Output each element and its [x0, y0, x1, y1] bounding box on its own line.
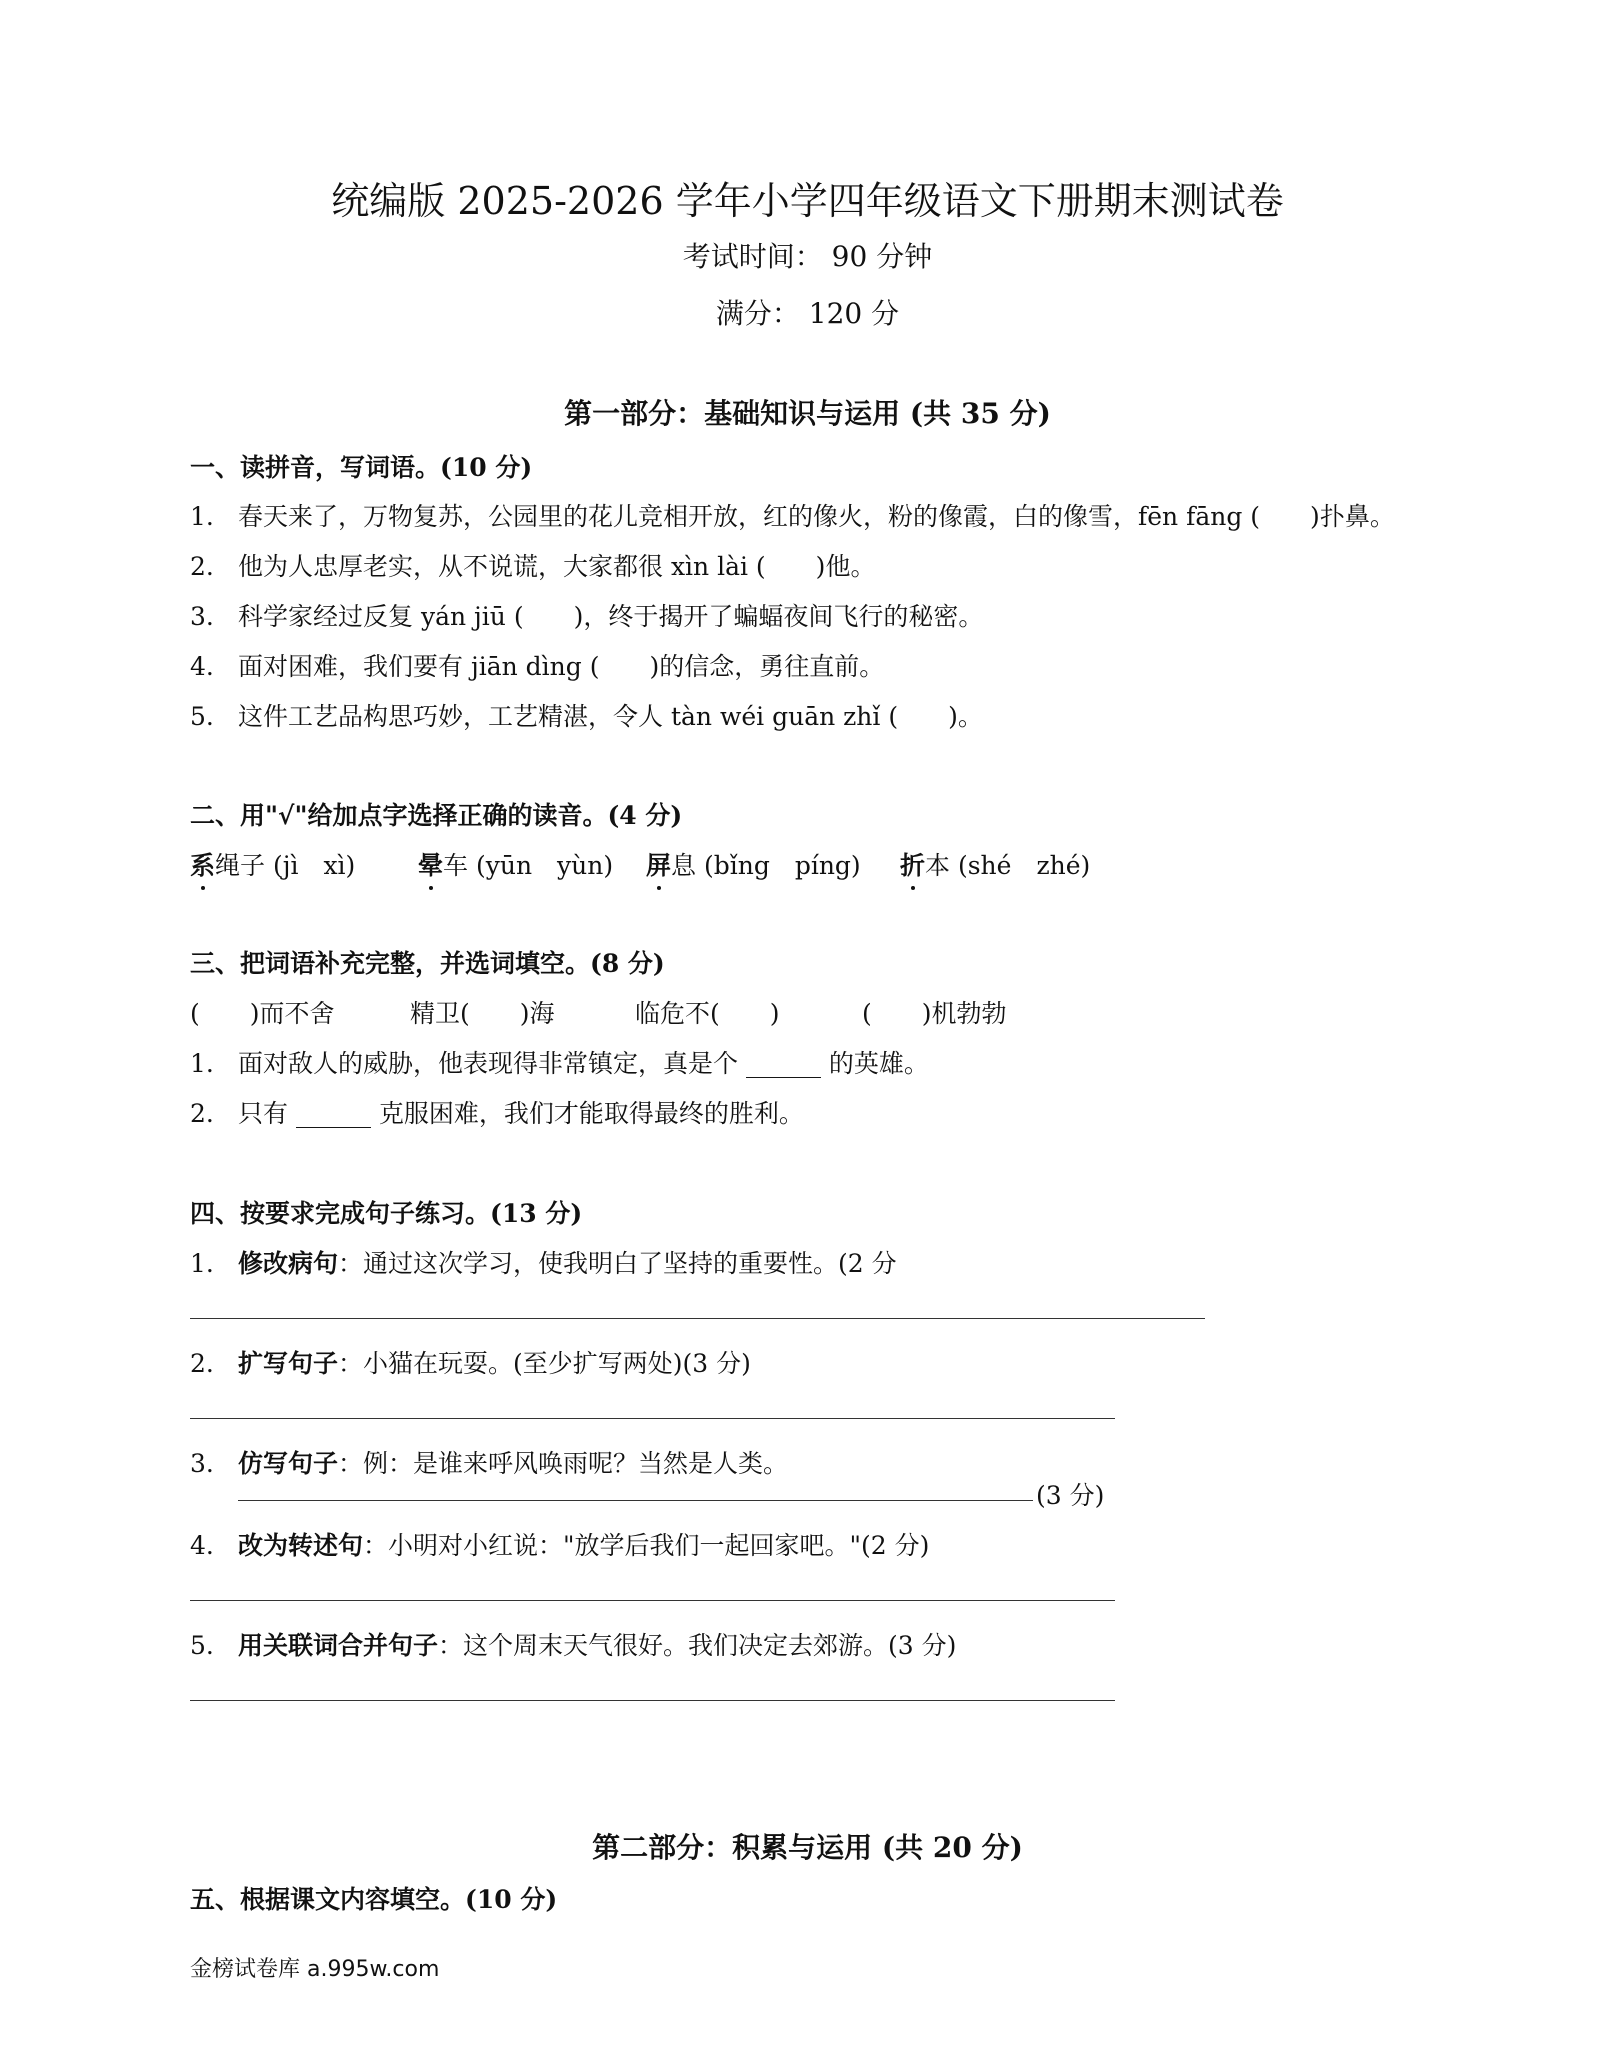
item-number: 1.: [190, 1049, 214, 1078]
item-text: 只有 ______ 克服困难，我们才能取得最终的胜利。: [238, 1099, 804, 1128]
item-text: 科学家经过反复 yán jiū ( )，终于揭开了蝙蝠夜间飞行的秘密。: [238, 602, 984, 631]
choice-text: 绳子 (jì xì): [215, 851, 356, 880]
pinyin-choice: [190, 846, 355, 882]
sec1-heading: 一、读拼音，写词语。(10 分): [190, 453, 533, 482]
item-text: ：小明对小红说："放学后我们一起回家吧。"(2 分): [363, 1531, 930, 1560]
item-label: 用关联词合并句子: [238, 1631, 439, 1660]
dotted-char: 折: [900, 846, 925, 882]
item-number: 5.: [190, 702, 214, 731]
item-text: 春天来了，万物复苏，公园里的花儿竞相开放，红的像火，粉的像霞，白的像雪，fēn fāng ( )扑鼻。: [238, 502, 1395, 531]
part2-title: 第二部分：积累与运用 (共 20 分): [592, 1831, 1023, 1864]
idiom-word: ( )机勃勃: [862, 999, 1007, 1028]
answer-line[interactable]: [190, 1700, 1115, 1701]
idiom-word: ( )而不舍: [190, 999, 335, 1028]
choice-text: 息 (bǐng píng): [671, 851, 861, 880]
score-note: (3 分): [1036, 1481, 1105, 1510]
pinyin-choice: [418, 846, 613, 882]
item-label: 扩写句子: [238, 1349, 339, 1378]
pinyin-choice: [900, 846, 1090, 882]
item-number: 3.: [190, 1449, 214, 1478]
footer-source: 金榜试卷库 a.995w.com: [190, 1957, 440, 1982]
item-number: 2.: [190, 1099, 214, 1128]
item-label: 修改病句: [238, 1249, 339, 1278]
sec4-item: [190, 1444, 788, 1480]
sec4-item: [190, 1244, 897, 1280]
sec1-item: [190, 647, 884, 683]
idiom-word: 临危不( ): [635, 999, 780, 1028]
sec4-item: [190, 1344, 751, 1380]
sec2-heading: 二、用"√"给加点字选择正确的读音。(4 分): [190, 801, 683, 830]
sec1-item: [190, 697, 983, 733]
item-number: 1.: [190, 502, 214, 531]
sec1-item: [190, 547, 875, 583]
sec4-item: [190, 1526, 929, 1562]
answer-line[interactable]: [190, 1318, 1205, 1319]
pinyin-choice: [646, 846, 861, 882]
item-text: 面对敌人的威胁，他表现得非常镇定，真是个 ______ 的英雄。: [238, 1049, 929, 1078]
dotted-char: 屏: [646, 846, 671, 882]
sec1-item: [190, 497, 1395, 533]
item-text: ：通过这次学习，使我明白了坚持的重要性。(2 分: [338, 1249, 897, 1278]
item-label: 改为转述句: [238, 1531, 364, 1560]
exam-time: 考试时间： 90 分钟: [682, 240, 933, 273]
sec4-heading: 四、按要求完成句子练习。(13 分): [190, 1199, 583, 1228]
dotted-char: 晕: [418, 846, 443, 882]
answer-line[interactable]: [190, 1600, 1115, 1601]
page-title: 统编版 2025-2026 学年小学四年级语文下册期末测试卷: [331, 179, 1284, 223]
item-number: 4.: [190, 652, 214, 681]
part1-title: 第一部分：基础知识与运用 (共 35 分): [564, 397, 1051, 430]
choice-text: 本 (shé zhé): [925, 851, 1091, 880]
item-text: 这件工艺品构思巧妙，工艺精湛，令人 tàn wéi guān zhǐ ( )。: [238, 702, 983, 731]
answer-line[interactable]: [238, 1500, 1033, 1501]
item-number: 2.: [190, 552, 214, 581]
item-label: 仿写句子: [238, 1449, 339, 1478]
item-number: 3.: [190, 602, 214, 631]
item-number: 1.: [190, 1249, 214, 1278]
answer-line[interactable]: [190, 1418, 1115, 1419]
sec3-item: [190, 1094, 804, 1130]
full-score: 满分： 120 分: [715, 297, 900, 330]
item-text: ：例：是谁来呼风唤雨呢？当然是人类。: [338, 1449, 789, 1478]
item-text: ：这个周末天气很好。我们决定去郊游。(3 分): [438, 1631, 957, 1660]
sec5-heading: 五、根据课文内容填空。(10 分): [190, 1885, 558, 1914]
sec3-heading: 三、把词语补充完整，并选词填空。(8 分): [190, 949, 665, 978]
choice-text: 车 (yūn yùn): [443, 851, 614, 880]
sec4-item: [190, 1626, 956, 1662]
item-number: 2.: [190, 1349, 214, 1378]
idiom-word: 精卫( )海: [410, 999, 555, 1028]
item-text: ：小猫在玩耍。(至少扩写两处)(3 分): [338, 1349, 751, 1378]
item-number: 5.: [190, 1631, 214, 1660]
item-number: 4.: [190, 1531, 214, 1560]
item-text: 面对困难，我们要有 jiān dìng ( )的信念，勇往直前。: [238, 652, 885, 681]
sec1-item: [190, 597, 983, 633]
dotted-char: 系: [190, 846, 215, 882]
sec3-item: [190, 1044, 929, 1080]
item-text: 他为人忠厚老实，从不说谎，大家都很 xìn lài ( )他。: [238, 552, 876, 581]
